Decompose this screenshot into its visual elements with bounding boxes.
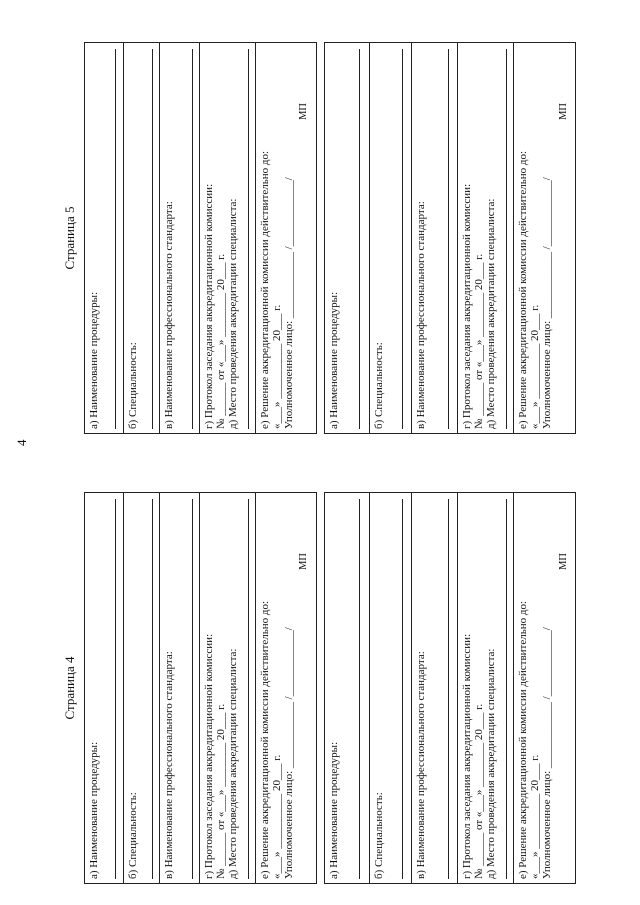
procedure-section (325, 493, 369, 883)
specialty-line (152, 499, 153, 879)
protocol-number-line: № ______ от «___» ________ 20___ г. (473, 253, 485, 429)
page-4 (62, 488, 582, 888)
procedure-section (85, 493, 123, 883)
decision-date-line: «___» __________ 20___ г. (529, 754, 541, 879)
specialty-line (402, 49, 403, 429)
protocol-number-line: № ______ от «___» ________ 20___ г. (473, 703, 485, 879)
procedure-label: а) Наименование процедуры: (88, 741, 100, 879)
location-label: д) Место проведения аккредитации специалиста: (227, 198, 239, 429)
specialty-line (402, 499, 403, 879)
decision-date-line: «___» __________ 20___ г. (529, 304, 541, 429)
protocol-label: г) Протокол заседания аккредитационной комиссии: (461, 183, 473, 429)
procedure-line (359, 49, 360, 429)
procedure-section (325, 43, 369, 433)
decision-section (255, 493, 316, 883)
specialty-label: б) Специальность: (373, 792, 385, 879)
decision-section (255, 43, 316, 433)
specialty-line (152, 49, 153, 429)
stamp-mark: МП (558, 553, 569, 570)
protocol-label: г) Протокол заседания аккредитационной комиссии: (203, 633, 215, 879)
decision-label: е) Решение аккредитационной комиссии действительно до: (517, 150, 529, 429)
location-label: д) Место проведения аккредитации специалиста: (485, 198, 497, 429)
specialty-section (123, 493, 159, 883)
standard-section (159, 43, 199, 433)
decision-label: е) Решение аккредитационной комиссии действительно до: (259, 150, 271, 429)
protocol-section (457, 43, 513, 433)
standard-line (192, 499, 193, 879)
specialty-section (123, 43, 159, 433)
protocol-section (457, 493, 513, 883)
page-title: Страница 5 (62, 206, 77, 270)
standard-line (192, 49, 193, 429)
authorized-person-line: Уполномоченное лицо: ____________ /____________/ (283, 177, 295, 429)
standard-label: в) Наименование профессионального стандарта: (415, 201, 427, 429)
standard-label: в) Наименование профессионального стандарта: (163, 651, 175, 879)
decision-label: е) Решение аккредитационной комиссии действительно до: (517, 600, 529, 879)
location-label: д) Место проведения аккредитации специалиста: (485, 648, 497, 879)
accreditation-block (324, 42, 576, 434)
specialty-section (369, 43, 411, 433)
location-line (506, 499, 507, 879)
location-line (248, 499, 249, 879)
authorized-person-line: Уполномоченное лицо: ____________ /____________/ (541, 177, 553, 429)
stamp-mark: МП (298, 103, 309, 120)
standard-label: в) Наименование профессионального стандарта: (415, 651, 427, 879)
accreditation-block (324, 492, 576, 884)
decision-date-line: «___» __________ 20___ г. (271, 304, 283, 429)
decision-date-line: «___» __________ 20___ г. (271, 754, 283, 879)
standard-section (159, 493, 199, 883)
protocol-section (199, 493, 255, 883)
specialty-label: б) Специальность: (127, 792, 139, 879)
protocol-label: г) Протокол заседания аккредитационной комиссии: (461, 633, 473, 879)
protocol-label: г) Протокол заседания аккредитационной комиссии: (203, 183, 215, 429)
stamp-mark: МП (558, 103, 569, 120)
specialty-section (369, 493, 411, 883)
procedure-label: а) Наименование процедуры: (88, 291, 100, 429)
standard-line (448, 49, 449, 429)
accreditation-block (84, 42, 317, 434)
specialty-label: б) Специальность: (127, 342, 139, 429)
standard-section (411, 43, 457, 433)
procedure-line (115, 49, 116, 429)
location-line (248, 49, 249, 429)
standard-label: в) Наименование профессионального стандарта: (163, 201, 175, 429)
authorized-person-line: Уполномоченное лицо: ____________ /____________/ (283, 627, 295, 879)
specialty-label: б) Специальность: (373, 342, 385, 429)
procedure-line (359, 499, 360, 879)
procedure-line (115, 499, 116, 879)
authorized-person-line: Уполномоченное лицо: ____________ /____________/ (541, 627, 553, 879)
page-5 (62, 38, 582, 438)
protocol-number-line: № ______ от «___» ________ 20___ г. (215, 253, 227, 429)
document-page-number: 4 (14, 439, 29, 446)
standard-line (448, 499, 449, 879)
page-title: Страница 4 (62, 656, 77, 720)
decision-section (513, 493, 575, 883)
protocol-number-line: № ______ от «___» ________ 20___ г. (215, 703, 227, 879)
decision-label: е) Решение аккредитационной комиссии действительно до: (259, 600, 271, 879)
accreditation-block (84, 492, 317, 884)
procedure-label: а) Наименование процедуры: (328, 291, 340, 429)
location-label: д) Место проведения аккредитации специалиста: (227, 648, 239, 879)
location-line (506, 49, 507, 429)
procedure-label: а) Наименование процедуры: (328, 741, 340, 879)
stamp-mark: МП (298, 553, 309, 570)
standard-section (411, 493, 457, 883)
procedure-section (85, 43, 123, 433)
protocol-section (199, 43, 255, 433)
decision-section (513, 43, 575, 433)
